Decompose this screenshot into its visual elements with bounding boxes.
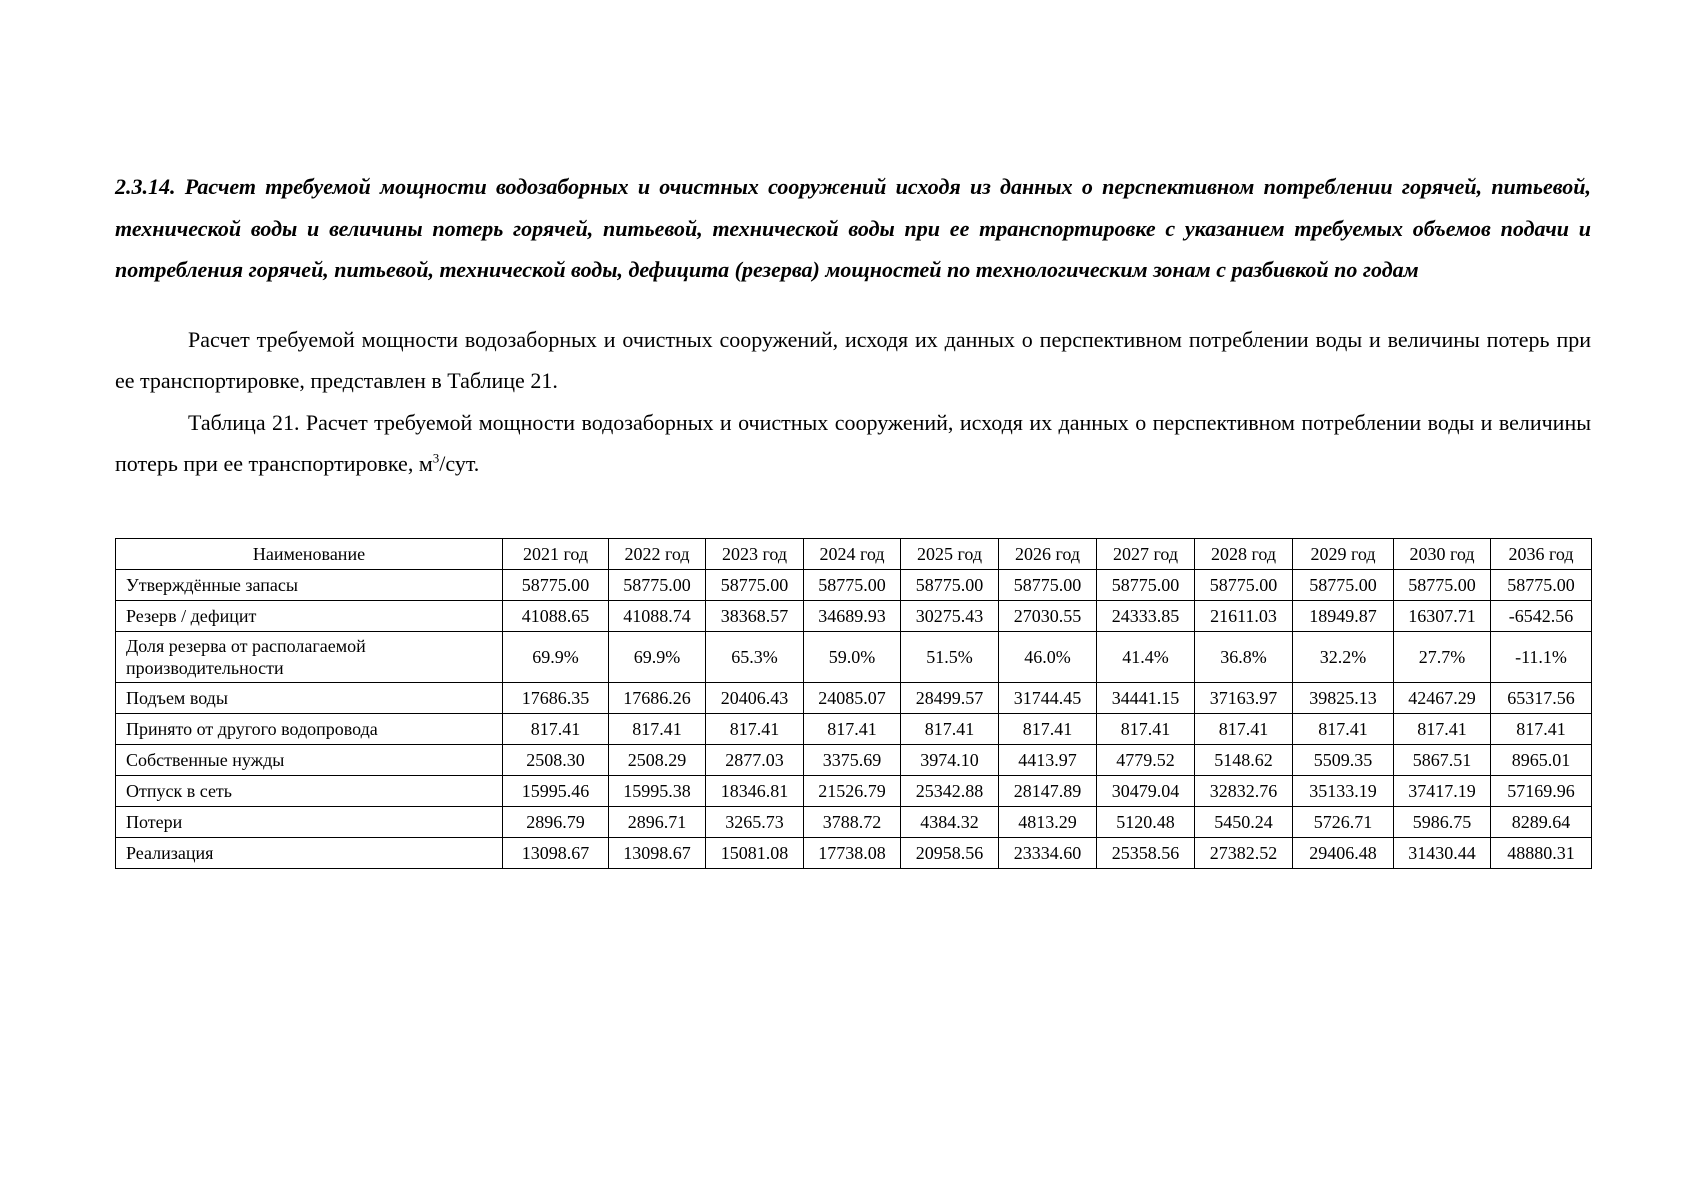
table-cell: 23334.60 (999, 838, 1097, 869)
table-cell: 58775.00 (609, 570, 706, 601)
table-row (116, 601, 1592, 632)
table-cell: 65.3% (706, 632, 804, 683)
document-page (115, 166, 1591, 863)
table-cell: -11.1% (1491, 632, 1592, 683)
table-cell: 58775.00 (1394, 570, 1491, 601)
table-cell: 28147.89 (999, 776, 1097, 807)
table-cell: 37163.97 (1195, 683, 1293, 714)
table-row (116, 838, 1592, 869)
table-cell: 27.7% (1394, 632, 1491, 683)
table-cell: 30479.04 (1097, 776, 1195, 807)
table-row (116, 807, 1592, 838)
table-cell: 15081.08 (706, 838, 804, 869)
table-cell: 58775.00 (503, 570, 609, 601)
table-cell: 32832.76 (1195, 776, 1293, 807)
table-cell: 817.41 (1293, 714, 1394, 745)
table-cell: 28499.57 (901, 683, 999, 714)
table-cell: 29406.48 (1293, 838, 1394, 869)
table-cell: 17686.35 (503, 683, 609, 714)
table-cell: 37417.19 (1394, 776, 1491, 807)
table-caption-main: Таблица 21. Расчет требуемой мощности водозаборных и очистных сооружений, исходя их данных о перспективном потреблении воды и величины потерь при ее транспортировке, м (115, 409, 1591, 476)
table-cell: 3974.10 (901, 745, 999, 776)
section-heading: 2.3.14. Расчет требуемой мощности водозаборных и очистных сооружений исходя из данных о перспективном потреблении горячей, питьевой, технической воды и величины потерь горячей, питьевой, технической воды при ее транспортировке с указанием требуемых объемов подачи и потребления горячей, питьевой, технической воды, дефицита (резерва) мощностей по технологическим зонам с разбивкой по годам (115, 174, 1591, 282)
table-cell: 817.41 (1491, 714, 1592, 745)
row-label: Собственные нужды (116, 745, 503, 776)
table-cell: 65317.56 (1491, 683, 1592, 714)
table-cell: 4384.32 (901, 807, 999, 838)
table-cell: 21526.79 (804, 776, 901, 807)
row-label: Отпуск в сеть (116, 776, 503, 807)
table-header-row (116, 539, 1592, 570)
table-cell: 32.2% (1293, 632, 1394, 683)
table-cell: 36.8% (1195, 632, 1293, 683)
table-cell: 3375.69 (804, 745, 901, 776)
table-cell: 2896.79 (503, 807, 609, 838)
table-cell: 21611.03 (1195, 601, 1293, 632)
column-header-year: 2024 год (804, 539, 901, 570)
column-header-year: 2030 год (1394, 539, 1491, 570)
table-cell: 34441.15 (1097, 683, 1195, 714)
column-header-year: 2023 год (706, 539, 804, 570)
capacity-table (115, 538, 1592, 869)
table-cell: 39825.13 (1293, 683, 1394, 714)
table-cell: 16307.71 (1394, 601, 1491, 632)
table-cell: 817.41 (609, 714, 706, 745)
table-cell: 2877.03 (706, 745, 804, 776)
table-cell: 2508.30 (503, 745, 609, 776)
table-cell: 58775.00 (804, 570, 901, 601)
table-cell: 31430.44 (1394, 838, 1491, 869)
table-caption (115, 402, 1591, 485)
table-caption-tail: /сут. (439, 451, 480, 476)
column-header-name: Наименование (116, 539, 503, 570)
table-cell: 18949.87 (1293, 601, 1394, 632)
table-row (116, 745, 1592, 776)
table-cell: 58775.00 (1491, 570, 1592, 601)
table-cell: 13098.67 (503, 838, 609, 869)
row-label: Утверждённые запасы (116, 570, 503, 601)
table-cell: 31744.45 (999, 683, 1097, 714)
table-row (116, 632, 1592, 683)
table-cell: 30275.43 (901, 601, 999, 632)
table-cell: 817.41 (804, 714, 901, 745)
table-cell: 18346.81 (706, 776, 804, 807)
column-header-year: 2028 год (1195, 539, 1293, 570)
table-cell: -6542.56 (1491, 601, 1592, 632)
table-cell: 13098.67 (609, 838, 706, 869)
row-label: Доля резерва от располагаемой производительности (116, 632, 503, 683)
table-cell: 38368.57 (706, 601, 804, 632)
table-cell: 69.9% (503, 632, 609, 683)
table-cell: 2896.71 (609, 807, 706, 838)
column-header-year: 2025 год (901, 539, 999, 570)
table-cell: 25358.56 (1097, 838, 1195, 869)
table-cell: 42467.29 (1394, 683, 1491, 714)
table-cell: 817.41 (999, 714, 1097, 745)
table-cell: 41088.74 (609, 601, 706, 632)
table-cell: 5120.48 (1097, 807, 1195, 838)
table-cell: 5867.51 (1394, 745, 1491, 776)
table-cell: 817.41 (1195, 714, 1293, 745)
table-cell: 817.41 (503, 714, 609, 745)
table-row (116, 570, 1592, 601)
table-row (116, 683, 1592, 714)
table-cell: 817.41 (901, 714, 999, 745)
table-cell: 5726.71 (1293, 807, 1394, 838)
table-cell: 3265.73 (706, 807, 804, 838)
intro-paragraph: Расчет требуемой мощности водозаборных и очистных сооружений, исходя их данных о перспективном потреблении воды и величины потерь при ее транспортировке, представлен в Таблице 21. (115, 326, 1591, 393)
table-cell: 25342.88 (901, 776, 999, 807)
table-cell: 5509.35 (1293, 745, 1394, 776)
table-cell: 2508.29 (609, 745, 706, 776)
column-header-year: 2036 год (1491, 539, 1592, 570)
table-cell: 51.5% (901, 632, 999, 683)
table-cell: 35133.19 (1293, 776, 1394, 807)
table-cell: 4413.97 (999, 745, 1097, 776)
table-cell: 3788.72 (804, 807, 901, 838)
table-cell: 15995.46 (503, 776, 609, 807)
table-cell: 817.41 (1097, 714, 1195, 745)
column-header-year: 2029 год (1293, 539, 1394, 570)
table-cell: 41.4% (1097, 632, 1195, 683)
table-cell: 817.41 (706, 714, 804, 745)
table-row (116, 776, 1592, 807)
table-cell: 17738.08 (804, 838, 901, 869)
table-cell: 8289.64 (1491, 807, 1592, 838)
row-label: Реализация (116, 838, 503, 869)
table-cell: 27382.52 (1195, 838, 1293, 869)
table-cell: 58775.00 (999, 570, 1097, 601)
row-label: Резерв / дефицит (116, 601, 503, 632)
table-cell: 24333.85 (1097, 601, 1195, 632)
table-cell: 58775.00 (1195, 570, 1293, 601)
table-cell: 20958.56 (901, 838, 999, 869)
table-cell: 58775.00 (1097, 570, 1195, 601)
table-cell: 15995.38 (609, 776, 706, 807)
table-cell: 17686.26 (609, 683, 706, 714)
table-cell: 27030.55 (999, 601, 1097, 632)
column-header-year: 2022 год (609, 539, 706, 570)
table-cell: 48880.31 (1491, 838, 1592, 869)
table-cell: 58775.00 (901, 570, 999, 601)
table-cell: 58775.00 (1293, 570, 1394, 601)
table-cell: 817.41 (1394, 714, 1491, 745)
table-cell: 5986.75 (1394, 807, 1491, 838)
row-label: Потери (116, 807, 503, 838)
table-cell: 20406.43 (706, 683, 804, 714)
table-caption-superscript: 3 (432, 450, 440, 466)
row-label: Принято от другого водопровода (116, 714, 503, 745)
table-cell: 8965.01 (1491, 745, 1592, 776)
table-cell: 24085.07 (804, 683, 901, 714)
table-cell: 57169.96 (1491, 776, 1592, 807)
table-cell: 59.0% (804, 632, 901, 683)
column-header-year: 2021 год (503, 539, 609, 570)
column-header-year: 2027 год (1097, 539, 1195, 570)
table-body (116, 570, 1592, 869)
table-cell: 34689.93 (804, 601, 901, 632)
table-cell: 46.0% (999, 632, 1097, 683)
table-cell: 4813.29 (999, 807, 1097, 838)
column-header-year: 2026 год (999, 539, 1097, 570)
table-cell: 5450.24 (1195, 807, 1293, 838)
table-cell: 58775.00 (706, 570, 804, 601)
row-label: Подъем воды (116, 683, 503, 714)
table-cell: 41088.65 (503, 601, 609, 632)
table-row (116, 714, 1592, 745)
table-cell: 4779.52 (1097, 745, 1195, 776)
table-cell: 69.9% (609, 632, 706, 683)
table-cell: 5148.62 (1195, 745, 1293, 776)
